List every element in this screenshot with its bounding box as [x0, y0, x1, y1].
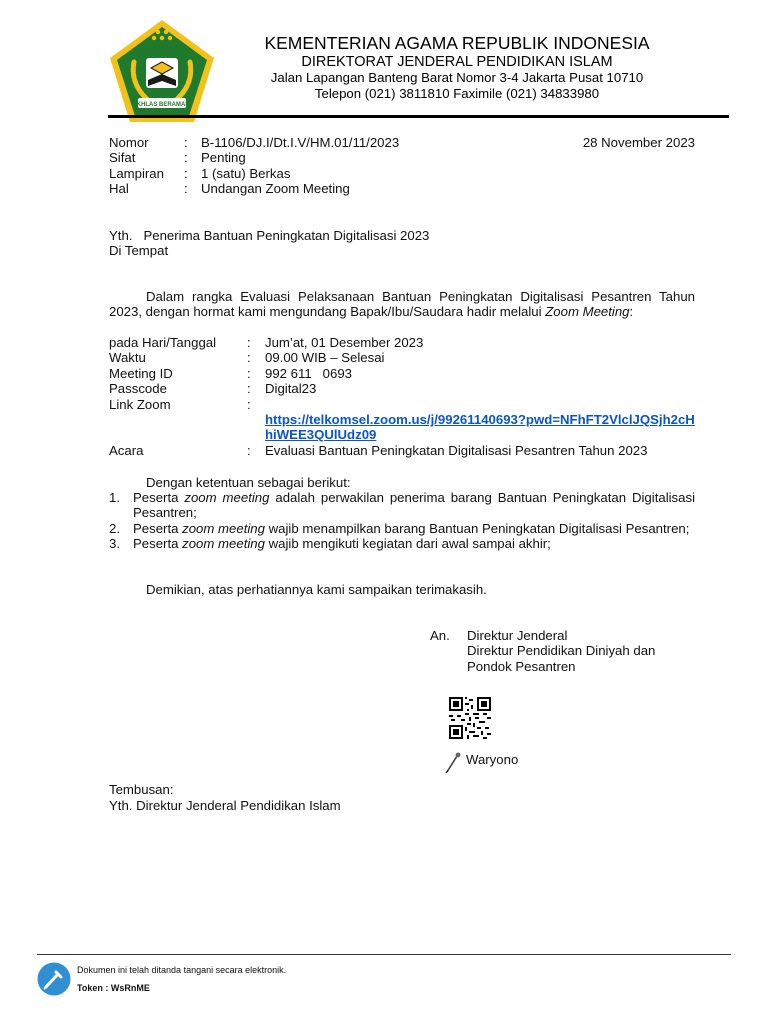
detail-agenda: Acara : Evaluasi Bantuan Peningkatan Digitalisasi Pesantren Tahun 2023	[109, 442, 648, 458]
header-phone: Telepon (021) 3811810 Faximile (021) 34833980	[314, 86, 600, 101]
signer-title: Direktur Jenderal	[467, 628, 568, 643]
header-address: Jalan Lapangan Banteng Barat Nomor 3-4 Jakarta Pusat 10710	[270, 70, 644, 85]
ministry-name: KEMENTERIAN AGAMA REPUBLIK INDONESIA	[264, 33, 650, 53]
terms-list	[109, 490, 695, 552]
ministry-logo	[108, 18, 216, 124]
meta-nomor: Nomor : B-1106/DJ.I/Dt.I.V/HM.01/11/2023	[109, 135, 400, 150]
zoom-link[interactable]: https://telkomsel.zoom.us/j/99261140693?pwd=NFhFT2VlclJQSjh2cHhiWEE3QUlUdz09	[265, 412, 695, 443]
meta-hal: Hal : Undangan Zoom Meeting	[109, 181, 350, 197]
svg-text:IKHLAS BERAMAL: IKHLAS BERAMAL	[135, 102, 189, 108]
signer-name: Waryono	[466, 752, 519, 767]
terms-intro: Dengan ketentuan sebagai berikut:	[146, 475, 351, 490]
header-divider	[108, 115, 729, 118]
detail-day: pada Hari/Tanggal : Jum’at, 01 Desember 2023	[109, 335, 424, 350]
pen-signature-icon	[444, 750, 464, 774]
addressee-line: Yth. Penerima Bantuan Peningkatan Digitalisasi 2023	[109, 228, 430, 243]
cc-item: Yth. Direktur Jenderal Pendidikan Islam	[109, 798, 341, 813]
e-signature-pen-icon	[37, 962, 71, 996]
footer-token: Token : WsRnME	[77, 983, 150, 993]
list-item: 2. Peserta zoom meeting wajib menampilkan barang Bantuan Peningkatan Digitalisasi Pesantren;	[109, 520, 690, 536]
detail-link: Link Zoom :	[109, 396, 251, 412]
meeting-details	[109, 335, 695, 458]
directorate-name: DIREKTORAT JENDERAL PENDIDIKAN ISLAM	[301, 54, 613, 70]
addressee-place: Di Tempat	[109, 243, 169, 258]
detail-passcode: Passcode : Digital23	[109, 381, 317, 397]
signature-block: An. Direktur Jenderal Direktur Pendidikan Diniyah dan Pondok Pesantren	[430, 628, 656, 674]
letter-date: 28 November 2023	[582, 135, 695, 150]
cc-label: Tembusan:	[109, 782, 174, 797]
list-item: 1. Peserta zoom meeting adalah perwakilan penerima barang Bantuan Peningkatan Digitalisasi Pesantren;	[109, 490, 696, 521]
closing-text: Demikian, atas perhatiannya kami sampaikan terimakasih.	[146, 582, 487, 597]
list-item: 3. Peserta zoom meeting wajib mengikuti kegiatan dari awal sampai akhir;	[109, 536, 551, 552]
meta-sifat: Sifat : Penting	[109, 150, 246, 166]
meta-lampiran: Lampiran : 1 (satu) Berkas	[109, 165, 291, 181]
letter-meta	[109, 135, 399, 197]
intro-paragraph: Dalam rangka Evaluasi Pelaksanaan Bantuan Peningkatan Digitalisasi Pesantren Tahun 2023, dengan hormat kami mengundang Bapak/Ibu/Saudara hadir melalui Zoom Meeting:	[109, 289, 695, 320]
footer-note: Dokumen ini telah ditanda tangani secara elektronik.	[77, 965, 287, 975]
addressee-name: Penerima Bantuan Peningkatan Digitalisasi 2023	[143, 228, 430, 243]
detail-meeting-id: Meeting ID : 992 611 0693	[109, 365, 353, 381]
footer-divider	[37, 954, 731, 955]
detail-time: Waktu : 09.00 WIB – Selesai	[109, 350, 385, 366]
qr-code-icon	[449, 697, 491, 739]
